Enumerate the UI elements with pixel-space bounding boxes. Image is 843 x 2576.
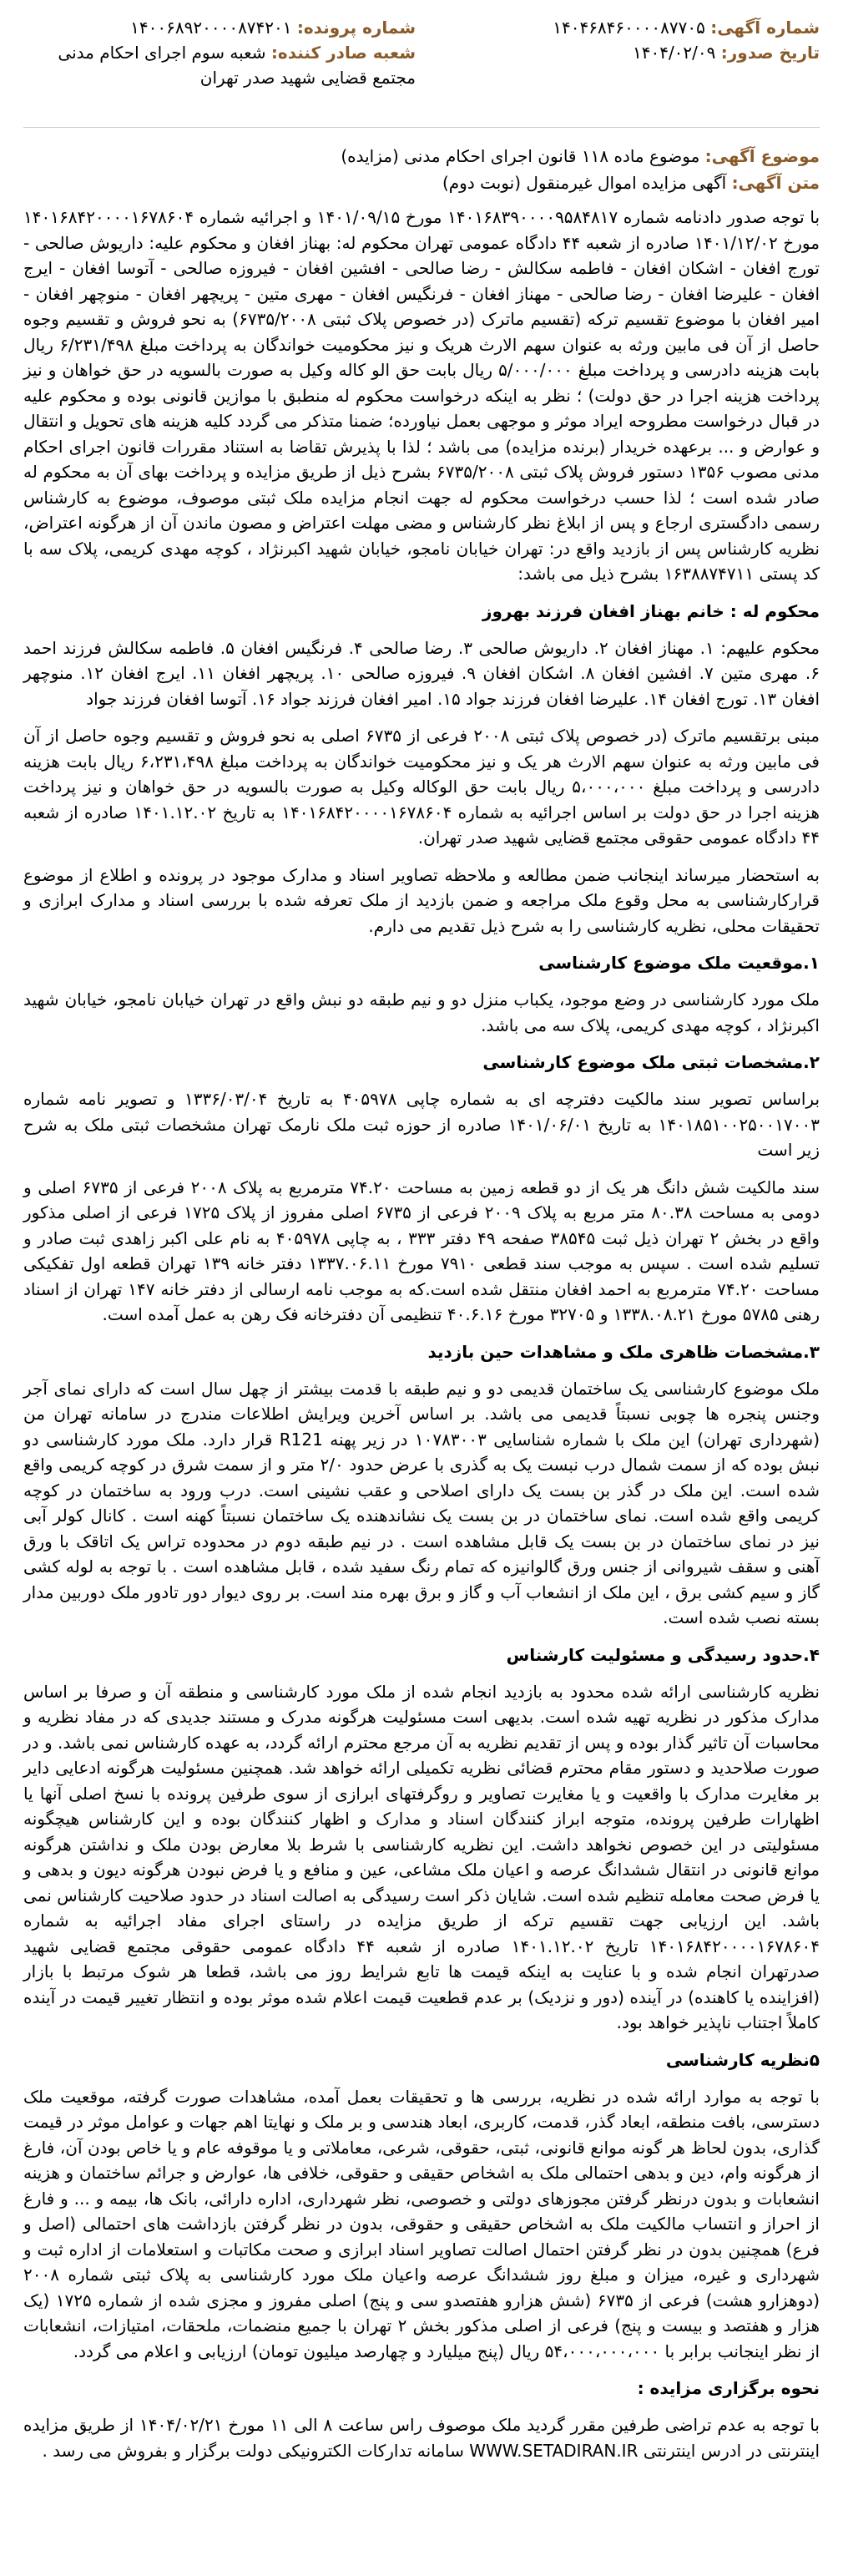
ad-number-label: شماره آگهی: [710,18,820,38]
section-heading: ۴.حدود رسیدگی و مسئولیت کارشناس [506,1644,820,1665]
notice-body [23,205,820,2463]
body-paragraph: براساس تصویر سند مالکیت دفترچه ای به شماره چاپی ۴۰۵۹۷۸ به تاریخ ۱۳۳۶/۰۳/۰۴ و تصویر نامه شماره ۱۴۰۱۸۵۱۰۰۲۵۰۰۱۷۰۰۳ به تاریخ ۱۴۰۱/۰۶/۰۱ صادره از حوزه ثبت ملک نارمک تهران مشخصات ثبتی ملک به شرح زیر است [23,1089,820,1160]
header-right-column [427,15,820,65]
body-paragraph: محکوم علیهم: ۱. مهناز افغان ۲. داریوش صالحی ۳. رضا صالحی ۴. فرنگیس افغان ۵. فاطمه سکالش فرزند احمد ۶. مهری متین ۷. افشین افغان ۸. اشکان افغان ۹. فیروزه صالحی ۱۰. پریچهر افغان ۱۱. ایرج افغان ۱۲. منوچهر افغان ۱۳. تورج افغان ۱۴. علیرضا افغان فرزند جواد ۱۵. امیر افغان فرزند جواد ۱۶. آتوسا افغان فرزند جواد [23,637,820,709]
ad-number-row [427,15,820,40]
ad-text-label: متن آگهی: [731,173,820,193]
issue-date-row [427,40,820,65]
body-paragraph: نظریه کارشناسی ارائه شده محدود به بازدید انجام شده از ملک مورد کارشناسی و منطقه آن و صرفا بر اساس مدارک مذکور در نظریه تهیه شده است. بدیهی است مسئولیت هرگونه مدرک و مستند جدیدی که در مفاد نظریه و محاسبات آن تاثیر گذار بوده و پس از تقدیم نظریه به آن مرجع محترم ارائه گردد، به عهده کارشناس نمی باشد. و در صورت صلاحدید و دستور مقام محترم قضائی نظریه تکمیلی ارائه خواهد شد. همچنین مسئولیت هرگونه ادعایی دایر بر مغایرت مدارک با واقعیت و یا مغایرت تصاویر و روگرفتهای ابرازی از سوی طرفین پرونده با نسخ اصلی آنها یا اظهارات طرفین پرونده، متوجه ابراز کنندگان اسناد و مدارک و اظهار کنندگان بوده و این کارشناس هیچگونه مسئولیتی در این خصوص نخواهد داشت. این نظریه کارشناسی با شرط بلا معارض بودن ملک و نداشتن هرگونه موانع قانونی در انتقال ششدانگ عرصه و اعیان ملک مشاعی، عین و منافع و یا فرض نبودن هرگونه دیون و بدهی و یا فرض صحت معامله تنظیم شده است. شایان ذکر است رسیدگی به اصالت اسناد در حدود صلاحیت کارشناس نمی باشد. این ارزیابی جهت تقسیم ترکه از طریق مزایده در راستای اجرای مفاد اجرائیه به شماره ۱۴۰۱۶۸۴۲۰۰۰۰۱۶۷۸۶۰۴ تاریخ ۱۴۰۱.۱۲.۰۲ صادره از شعبه ۴۴ دادگاه عمومی حقوقی مجتمع قضایی شهید صدرتهران انجام شده و با عنایت به اینکه قیمت ها تابع شرایط روز می باشد، قطعا هر شوک مرتبط با بازار (افزاینده یا کاهنده) در آینده (دور و نزدیک) بر عدم قطعیت قیمت اعلام شده موثر بوده و انتظار تغییر قیمت در آینده کاملاً اجتناب ناپذیر خواهد بود. [23,1681,820,2032]
issue-date-label: تاریخ صدور: [720,43,820,63]
branch-name: شعبه سوم اجرای احکام مدنی مجتمع قضایی شهید صدر تهران [58,43,416,88]
ad-text-value: آگهی مزایده اموال غیرمنقول (نوبت دوم) [442,173,727,193]
body-paragraph: مبنی برتقسیم ماترک (در خصوص پلاک ثبتی ۲۰۰۸ فرعی از ۶۷۳۵ اصلی به نحو فروش و تقسیم وجوه حاصل از آن فی مابین ورثه به عنوان سهم الارث هر یک و نیز محکومیت خواندگان به پرداخت مبلغ ۶،۲۳۱،۴۹۸ ریال بابت هزینه دادرسی و پرداخت مبلغ ۵،۰۰۰،۰۰۰ ریال بابت حق الوکاله وکیل به صورت بالسویه در حق خواهان و نیز پرداخت هزینه اجرا در حق دولت بر اساس اجرائیه به شماره ۱۴۰۱۶۸۴۲۰۰۰۰۱۶۷۸۶۰۴ به تاریخ ۱۴۰۱.۱۲.۰۲ صادره از شعبه ۴۴ دادگاه عمومی حقوقی مجتمع قضایی شهید صدر تهران. [23,726,820,848]
section-heading: ۵نظریه کارشناسی [665,2049,820,2070]
ad-number: ۱۴۰۴۶۸۴۶۰۰۰۰۸۷۷۰۵ [553,18,705,38]
section-heading: ۲.مشخصات ثبتی ملک موضوع کارشناسی [482,1052,820,1072]
body-paragraph: ملک موضوع کارشناسی یک ساختمان قدیمی دو و نیم طبقه با قدمت بیشتر از چهل سال است که دارای نمای آجر وجنس پنجره ها چوبی نسبتاً قدیمی می باشد. بر اساس آخرین ویرایش اطلاعات مندرج در سامانه تهران من (شهرداری تهران) این ملک با شماره شناسایی ۱۰۷۸۳۰۰۳ در زیر پهنه R121 قرار دارد. ملک مورد کارشناسی دو نبش بوده که از سمت شمال درب نبست یک به گذری با عرض حدود ۲/۰ متر و از سمت شرق در کوچه کریمی واقع شده است. این ملک در گذر بن بست یک دارای اصلاحی و عقب نشینی است. درب ورود به ساختمان در کوچه کریمی واقع شده است. نمای ساختمان در بن بست یک نشاندهنده یک ساختمان نسبتاً کهنه است . کانال کولر آبی نیز در نمای ساختمان در بن بست یک قابل مشاهده است . در نیم طبقه دوم در محدوده تراس یک اتاقک با ورق آهنی و سقف شیروانی از جنس ورق گالوانیزه که تمام رنگ سفید شده ، قابل مشاهده است . با توجه به لوله کشی گاز و سیم کشی برق ، این ملک از انشعاب آب و گاز و برق بهره مند است. بر روی دیوار دور تادور ملک دوربین مدار بسته نصب شده است. [23,1378,820,1627]
subject-row [23,143,820,170]
body-paragraph: با توجه صدور دادنامه شماره ۱۴۰۱۶۸۳۹۰۰۰۰۹۵۸۴۸۱۷ مورخ ۱۴۰۱/۰۹/۱۵ و اجرائیه شماره ۱۴۰۱۶۸۴۲۰۰۰۰۱۶۷۸۶۰۴ مورخ ۱۴۰۱/۱۲/۰۲ صادره از شعبه ۴۴ دادگاه عمومی تهران محکوم له: بهناز افغان و محکوم علیه: داریوش صالحی - تورج افغان - اشکان افغان - فاطمه سکالش - رضا صالحی - افشین افغان - فیروزه صالحی - آتوسا افغان - ایرج افغان - علیرضا افغان - رضا صالحی - مهناز افغان - فرنگیس افغان - مهری متین - پریچهر افغان - منوچهر افغان - امیر افغان با موضوع تقسیم ترکه (تقسیم ماترک (در خصوص پلاک ثبتی ۶۷۳۵/۲۰۰۸) به نحو فروش و تقسیم وجوه حاصل از آن فی مابین ورثه به عنوان سهم الارث هریک و نیز محکومیت خواندگان به پرداخت مبلغ ۶/۲۳۱/۴۹۸ ریال بابت هزینه دادرسی و پرداخت مبلغ ۵/۰۰۰/۰۰۰ ریال بابت حق الو کاله وکیل به صورت بالسویه در حق خواهان و نیز پرداخت هزینه اجرا در حق دولت) ؛ نظر به اینکه درخواست محکوم له منطبق با موازین قانونی بوده و محکوم علیه در قبال درخواست مطروحه ایراد موثر و موجهی بعمل نیاورده؛ ضمنا متذکر می گردد کلیه هزینه های تحویل و انتقال و عوارض و ... برعهده خریدار (برنده مزایده) می باشد ؛ لذا با پذیرش تقاضا به استناد مقررات قانون اجرای احکام مدنی مصوب ۱۳۵۶ دستور فروش پلاک ثبتی ۶۷۳۵/۲۰۰۸ بشرح ذیل از طریق مزایده و پرداخت بهای آن به محکوم له صادر شده است ؛ لذا حسب درخواست محکوم له جهت انجام مزایده ملک ثبتی موصوف، موضوع به کارشناس رسمی دادگستری ارجاع و پس از ابلاغ نظر کارشناس و مضی مهلت اعتراض و مصون ماندن آن از هرگونه اعتراض، نظریه کارشناس پس از بازدید واقع در: تهران خیابان نامجو، خیابان شهید اکبرنژاد ، کوچه مهدی کریمی، پلاک سه با کد پستی ۱۶۳۸۸۷۴۷۱۱ بشرح ذیل می باشد: [23,207,820,584]
issue-date: ۱۴۰۴/۰۲/۰۹ [632,43,716,63]
header-divider [23,127,820,128]
body-paragraph: ملک مورد کارشناسی در وضع موجود، یکباب منزل دو و نیم طبقه دو نبش واقع در تهران خیابان نامجو، خیابان شهید اکبرنژاد ، کوچه مهدی کریمی، پلاک سه می باشد. [23,989,820,1035]
branch-row [23,40,416,90]
header-left-column [23,15,416,90]
case-number-row [23,15,416,40]
case-number: ۱۴۰۰۶۸۹۲۰۰۰۰۸۷۴۲۰۱ [130,18,292,38]
subject-label: موضوع آگهی: [704,146,820,166]
body-paragraph: با توجه به عدم تراضی طرفین مقرر گردید ملک موصوف راس ساعت ۸ الی ۱۱ مورخ ۱۴۰۴/۰۲/۲۱ از طریق مزایده اینترنتی در ادرس اینترنتی WWW.SETADIRAN.IR سامانه تدارکات الکترونیکی دولت برگزار و بفروش می رسد . [23,2415,820,2461]
body-paragraph: به استحضار میرساند اینجانب ضمن مطالعه و ملاحظه تصاویر اسناد و مدارک موجود در پرونده و اطلاع از موضوع قرارکارشناسی به محل وقوع ملک مراجعه و ضمن بازدید از ملک تعرفه شده با بررسی اسناد و مدارک ابرازی و تحقیقات محلی، نظریه کارشناسی را به شرح ذیل تقدیم می دارم. [23,864,820,936]
section-heading: ۱.موقعیت ملک موضوع کارشناسی [538,953,820,973]
case-number-label: شماره پرونده: [296,18,416,38]
section-heading: ۳.مشخصات ظاهری ملک و مشاهدات حین بازدید [427,1341,820,1362]
body-paragraph: با توجه به موارد ارائه شده در نظریه، بررسی ها و تحقیقات بعمل آمده، مشاهدات صورت گرفته، موقعیت ملک دسترسی، بافت منطقه، ابعاد گذر، قدمت، کاربری، ابعاد هندسی و بر ملک و نهایتا اهم جهات و عوامل موثر در قیمت گذاری، بدون لحاظ هر گونه موانع قانونی، ثبتی، حقوقی، شرعی، معاملاتی و یا موقوفه عام و یا خاص بودن آن، فارغ از هرگونه وام، دین و بدهی احتمالی ملک به اشخاص حقیقی و حقوقی، خلافی ها، عوارض و جرائم ساختمان و هزینه انشعابات و بدون درنظر گرفتن مجوزهای دولتی و خصوصی، نظر شهرداری، اداره دارائی، بانک ها، بیمه و ... و فارغ از احراز و انتساب مالکیت ملک به اشخاص حقیقی و حقوقی، بدون در نظر گرفتن بازداشت های احتمالی (اصل و فرع) همچنین بدون در نظر گرفتن احتمال اصالت تصاویر اسناد ابرازی و صحت مکاتبات و استعلامات از اداره ثبت و شهرداری و غیره، میزان و مبلغ روز ششدانگ عرصه واعیان ملک مورد کارشناسی به پلاک ثبتی شماره ۲۰۰۸ (دوهزارو هشت) فرعی از ۶۷۳۵ (شش هزارو هفتصدو سی و پنج) اصلی مفروز و مجزی شده از شماره ۱۷۲۵ (یک هزار و هفتصد و بیست و پنج) فرعی از اصلی مذکور بخش ۲ تهران با جمیع منضمات، ملحقات، امتیازات، انشعابات از نظر اینجانب برابر با ۵۴،۰۰۰،۰۰۰،۰۰۰ ریال (پنج میلیارد و چهارصد میلیون تومان) ارزیابی و اعلام می گردد. [23,2086,820,2361]
section-heading: نحوه برگزاری مزایده : [637,2378,820,2398]
section-heading: محکوم له : خانم بهناز افغان فرزند بهروز [482,600,820,621]
body-paragraph: سند مالکیت شش دانگ هر یک از دو قطعه زمین به مساحت ۷۴.۲۰ مترمربع به پلاک ۲۰۰۸ فرعی از ۶۷۳۵ اصلی و دومی به مساحت ۸۰.۳۸ متر مربع به پلاک ۲۰۰۹ فرعی از ۶۷۳۵ اصلی مفروز از پلاک ۱۷۲۵ فرعی از اصلی مذکور واقع در بخش ۲ تهران ذیل ثبت ۳۸۵۴۵ صفحه ۴۹ دفتر ۳۳۳ ، به چاپی ۴۰۵۹۷۸ به نام علی اکبر زاهدی ثبت صادر و تسلیم شده است . سپس به موجب سند قطعی ۷۹۱۰ مورخ ۱۳۳۷.۰۶.۱۱ دفتر خانه ۱۳۹ تهران قطعه اول تفکیکی مساحت ۷۴.۲۰ مترمربع به احمد افغان منتقل شده است.که به موجب نامه ارسالی از دفتر خانه ۱۴۷ تهران از اسناد رهنی ۵۷۸۵ مورخ ۱۳۳۸.۰۸.۲۱ و ۳۲۷۰۵ مورخ ۴۰.۶.۱۶ تنظیمی آن دفترخانه فک رهن به عمل آمده است. [23,1177,820,1324]
notice-header [23,15,820,90]
subject-value: موضوع ماده ۱۱۸ قانون اجرای احکام مدنی (مزایده) [341,146,700,166]
ad-text-row [23,170,820,196]
branch-label: شعبه صادر کننده: [270,43,416,63]
